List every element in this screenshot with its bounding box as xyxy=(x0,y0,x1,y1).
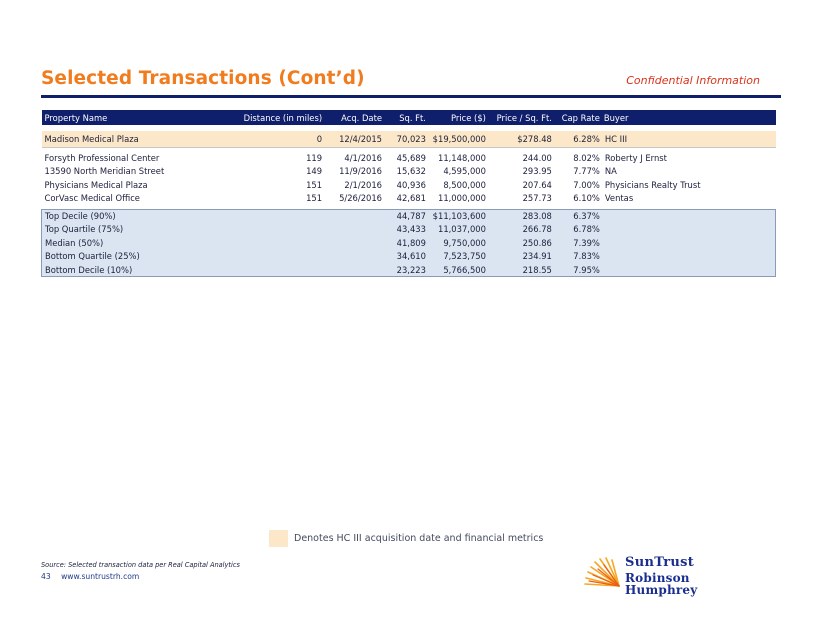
cap-rate-cell: 6.78% xyxy=(554,223,602,237)
price-cell: $11,103,600 xyxy=(428,209,488,223)
distance-cell: 0 xyxy=(186,131,324,147)
logo-line-1: SunTrust xyxy=(625,555,695,570)
page-footer xyxy=(41,572,139,581)
subject-property-row xyxy=(42,131,776,147)
property-name: Physicians Medical Plaza xyxy=(44,179,148,190)
sqft-cell: 23,223 xyxy=(384,263,428,277)
table-row xyxy=(42,178,776,192)
distance-cell: 151 xyxy=(306,179,323,190)
cap-rate-cell: 8.02% xyxy=(573,152,600,163)
cap-rate-cell: 7.83% xyxy=(554,250,602,264)
column-header: Cap Rate xyxy=(554,110,602,125)
price-cell: 11,148,000 xyxy=(437,152,486,163)
price-cell: 7,523,750 xyxy=(428,250,488,264)
distance-cell: 119 xyxy=(306,152,323,163)
stats-row xyxy=(42,209,776,223)
stats-label: Top Quartile (75%) xyxy=(42,223,187,237)
page-number: 43 xyxy=(41,572,51,581)
price-cell: 11,000,000 xyxy=(437,193,486,204)
date-cell: 2/1/2016 xyxy=(344,179,383,190)
column-header: Price ($) xyxy=(428,110,488,125)
stats-label: Bottom Quartile (25%) xyxy=(42,250,187,264)
legend xyxy=(269,530,543,547)
price-sqft-cell: 234.91 xyxy=(488,250,554,264)
cap-rate-cell: 7.00% xyxy=(573,179,600,190)
website-link[interactable]: www.suntrustrh.com xyxy=(61,572,140,581)
price-cell: 8,500,000 xyxy=(443,179,486,190)
price-sqft-cell: 250.86 xyxy=(488,236,554,250)
transactions-table xyxy=(41,110,776,277)
sqft-cell: 70,023 xyxy=(384,131,428,147)
table-header-row xyxy=(42,110,776,125)
stats-row xyxy=(42,263,776,277)
sunburst-icon xyxy=(579,556,623,588)
column-header: Sq. Ft. xyxy=(384,110,428,125)
buyer-cell: HC III xyxy=(602,131,776,147)
stats-row xyxy=(42,236,776,250)
price-sqft-cell: 283.08 xyxy=(488,209,554,223)
date-cell: 11/9/2016 xyxy=(339,166,383,177)
price-cell: $19,500,000 xyxy=(428,131,488,147)
table-row xyxy=(42,192,776,206)
title-divider xyxy=(41,95,781,98)
sqft-cell: 43,433 xyxy=(384,223,428,237)
price-cell: 9,750,000 xyxy=(428,236,488,250)
price-sqft-cell: 244.00 xyxy=(522,152,552,163)
sqft-cell: 41,809 xyxy=(384,236,428,250)
sqft-cell: 34,610 xyxy=(384,250,428,264)
column-header: Distance (in miles) xyxy=(186,110,324,125)
sqft-cell: 45,689 xyxy=(396,152,426,163)
price-sqft-cell: 207.64 xyxy=(522,179,552,190)
page-title: Selected Transactions (Cont’d) xyxy=(41,68,365,89)
source-note: Source: Selected transaction data per Real Capital Analytics xyxy=(41,561,240,569)
logo-line-2: Robinson Humphrey xyxy=(625,571,698,597)
sqft-cell: 44,787 xyxy=(384,209,428,223)
cap-rate-cell: 7.77% xyxy=(573,166,600,177)
column-header: Property Name xyxy=(42,110,187,125)
buyer-cell: Roberty J Ernst xyxy=(604,152,667,163)
table-row xyxy=(42,165,776,179)
price-sqft-cell: 218.55 xyxy=(488,263,554,277)
price-sqft-cell: $278.48 xyxy=(488,131,554,147)
price-cell: 11,037,000 xyxy=(428,223,488,237)
distance-cell: 149 xyxy=(306,166,323,177)
column-header: Acq. Date xyxy=(324,110,384,125)
cap-rate-cell: 7.95% xyxy=(554,263,602,277)
cap-rate-cell: 6.37% xyxy=(554,209,602,223)
confidential-label: Confidential Information xyxy=(626,74,760,87)
property-name: Forsyth Professional Center xyxy=(44,152,160,163)
date-cell: 12/4/2015 xyxy=(324,131,384,147)
table-row xyxy=(42,151,776,165)
sqft-cell: 15,632 xyxy=(396,166,426,177)
buyer-cell: Physicians Realty Trust xyxy=(604,179,701,190)
cap-rate-cell: 6.10% xyxy=(573,193,600,204)
price-cell: 4,595,000 xyxy=(443,166,486,177)
property-name: Madison Medical Plaza xyxy=(42,131,187,147)
legend-swatch xyxy=(269,530,288,547)
date-cell: 5/26/2016 xyxy=(339,193,383,204)
price-cell: 5,766,500 xyxy=(428,263,488,277)
sqft-cell: 40,936 xyxy=(396,179,426,190)
property-name: 13590 North Meridian Street xyxy=(44,166,165,177)
buyer-cell: Ventas xyxy=(604,193,634,204)
price-sqft-cell: 293.95 xyxy=(522,166,552,177)
cap-rate-cell: 7.39% xyxy=(554,236,602,250)
column-header: Buyer xyxy=(602,110,776,125)
stats-label: Bottom Decile (10%) xyxy=(42,263,187,277)
sqft-cell: 42,681 xyxy=(396,193,426,204)
cap-rate-cell: 6.28% xyxy=(554,131,602,147)
price-sqft-cell: 266.78 xyxy=(488,223,554,237)
distance-cell: 151 xyxy=(306,193,323,204)
buyer-cell: NA xyxy=(604,166,617,177)
summary-statistics xyxy=(42,209,776,277)
stats-row xyxy=(42,223,776,237)
price-sqft-cell: 257.73 xyxy=(522,193,552,204)
property-name: CorVasc Medical Office xyxy=(44,193,140,204)
column-header: Price / Sq. Ft. xyxy=(488,110,554,125)
suntrust-logo xyxy=(579,554,759,597)
date-cell: 4/1/2016 xyxy=(344,152,383,163)
stats-label: Top Decile (90%) xyxy=(42,209,187,223)
stats-label: Median (50%) xyxy=(42,236,187,250)
legend-text: Denotes HC III acquisition date and financial metrics xyxy=(294,533,544,544)
stats-row xyxy=(42,250,776,264)
